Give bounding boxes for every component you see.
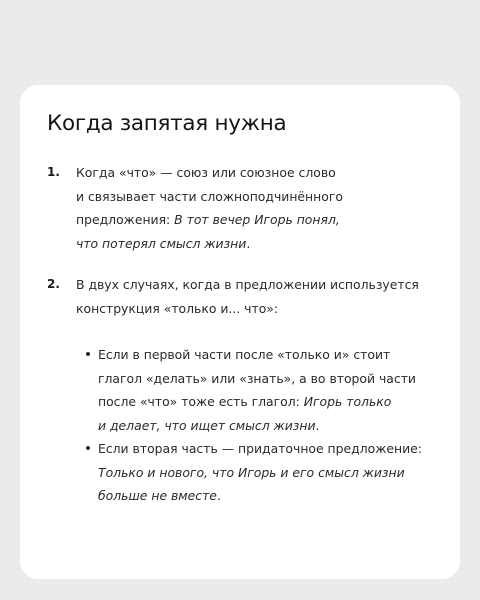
bullet-text	[98, 343, 416, 437]
example-text: что потерял смысл жизни	[76, 235, 247, 251]
bullet-text-plain: .	[216, 488, 221, 503]
bullet-line	[98, 414, 416, 438]
content-card	[20, 85, 460, 579]
item-line	[76, 208, 343, 232]
item-line	[76, 232, 343, 256]
card-title: Когда запятая нужна	[47, 111, 287, 136]
bullet-line: глагол «делать» или «знать», а во второй части	[98, 370, 416, 386]
item-text-plain: предложения:	[76, 212, 175, 227]
item-line: конструкция «только и... что»:	[76, 300, 279, 316]
example-text: Игорь только	[303, 394, 392, 409]
item-line: Когда «что» — союз или союзное слово	[76, 165, 336, 180]
example-text: и делает, что ищет смысл жизни	[98, 417, 316, 433]
bullet-text-plain: после «что» тоже есть глагол:	[98, 394, 304, 409]
item-line: В двух случаях, когда в предложении используется	[76, 277, 419, 292]
item-number: 2.	[47, 277, 60, 291]
item-text	[76, 161, 343, 255]
bullet-dot	[86, 352, 90, 356]
bullet-line: Если вторая часть — придаточное предложение:	[98, 441, 422, 456]
bullet-line: Если в первой части после «только и» стоит	[98, 347, 391, 362]
bullet-line	[98, 390, 416, 414]
item-line: и связывает части сложноподчинённого	[76, 188, 343, 204]
bullet-text	[98, 437, 422, 508]
bullet-line	[98, 484, 422, 508]
bullet-text-plain: .	[315, 417, 320, 433]
item-text	[76, 273, 419, 320]
bullet-dot	[86, 446, 90, 450]
example-text: Только и нового, что Игорь и его смысл жизни	[98, 464, 405, 480]
example-text: больше не вместе	[98, 488, 217, 503]
item-number: 1.	[47, 165, 60, 179]
example-text: В тот вечер Игорь понял,	[174, 212, 340, 227]
item-text-plain: .	[246, 235, 251, 251]
